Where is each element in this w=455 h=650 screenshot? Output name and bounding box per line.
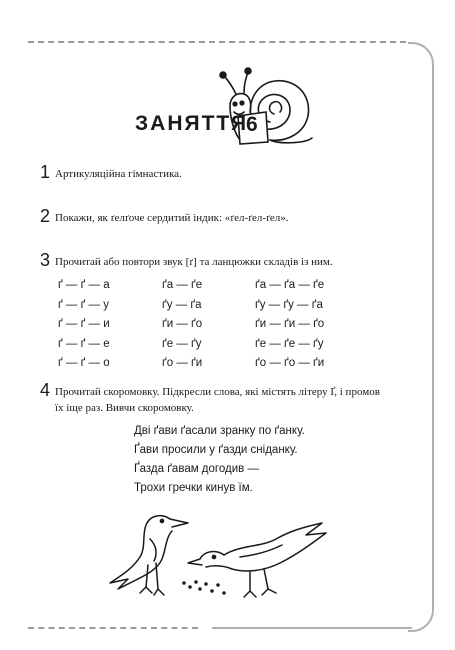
syllable-chain: ґо — ґо — ґи [255,357,325,369]
syllable-column-1 [58,279,110,377]
syllable-chain: ґ — ґ — о [58,357,110,369]
syllable-chain: ґ — ґ — и [58,318,110,330]
syllable-chain: ґе — ґе — ґу [255,337,324,350]
syllable-chain: ґи — ґо [162,318,203,330]
syllable-chain: ґу — ґа [162,298,202,311]
task-3-number: 3 [40,250,51,270]
task-1-text: Артикуляційна гімнастика. [55,168,182,180]
page-edge-border [408,42,434,632]
task-3-text: Прочитай або повтори звук [ґ] та ланцюжки складів із ним. [55,256,333,268]
top-dashed-border [28,41,406,43]
poem-line: Трохи гречки кинув їм. [134,482,253,494]
task-4-number: 4 [40,380,51,400]
syllable-chain: ґу — ґу — ґа [255,298,323,311]
syllable-column-2 [162,279,202,377]
task-4-text-line-1: Прочитай скоромовку. Підкресли слова, які містять літеру Ґ, і промов [55,386,380,398]
poem-line: Дві ґави ґасали зранку по ґанку. [134,425,305,437]
task-4-text-line-2: їх іще раз. Вивчи скоромовку. [55,402,194,414]
syllable-chain: ґи — ґи — ґо [255,318,325,330]
task-2-number: 2 [40,206,51,226]
task-2-text: Покажи, як ґелґоче сердитий індик: «ґел-ґел-ґел». [55,212,289,224]
lesson-number: 6 [246,113,258,136]
syllable-chain: ґа — ґе [162,279,203,291]
task-1-number: 1 [40,162,51,182]
syllable-chain: ґо — ґи [162,357,203,369]
bottom-border [212,627,412,629]
tongue-twister [134,425,305,501]
syllable-chain: ґ — ґ — а [58,279,110,291]
bottom-dashed-border [28,627,198,629]
syllable-chain: ґе — ґу [162,337,202,350]
crows-illustration [100,505,340,610]
syllable-chain: ґа — ґа — ґе [255,279,325,291]
syllable-column-3 [255,279,324,377]
poem-line: Ґазда ґавам догодив — [134,463,259,475]
poem-line: Ґави просили у ґазди сніданку. [134,444,298,456]
syllable-chain: ґ — ґ — у [58,298,109,311]
lesson-title: ЗАНЯТТЯ [135,112,249,135]
syllable-chain: ґ — ґ — е [58,337,110,350]
